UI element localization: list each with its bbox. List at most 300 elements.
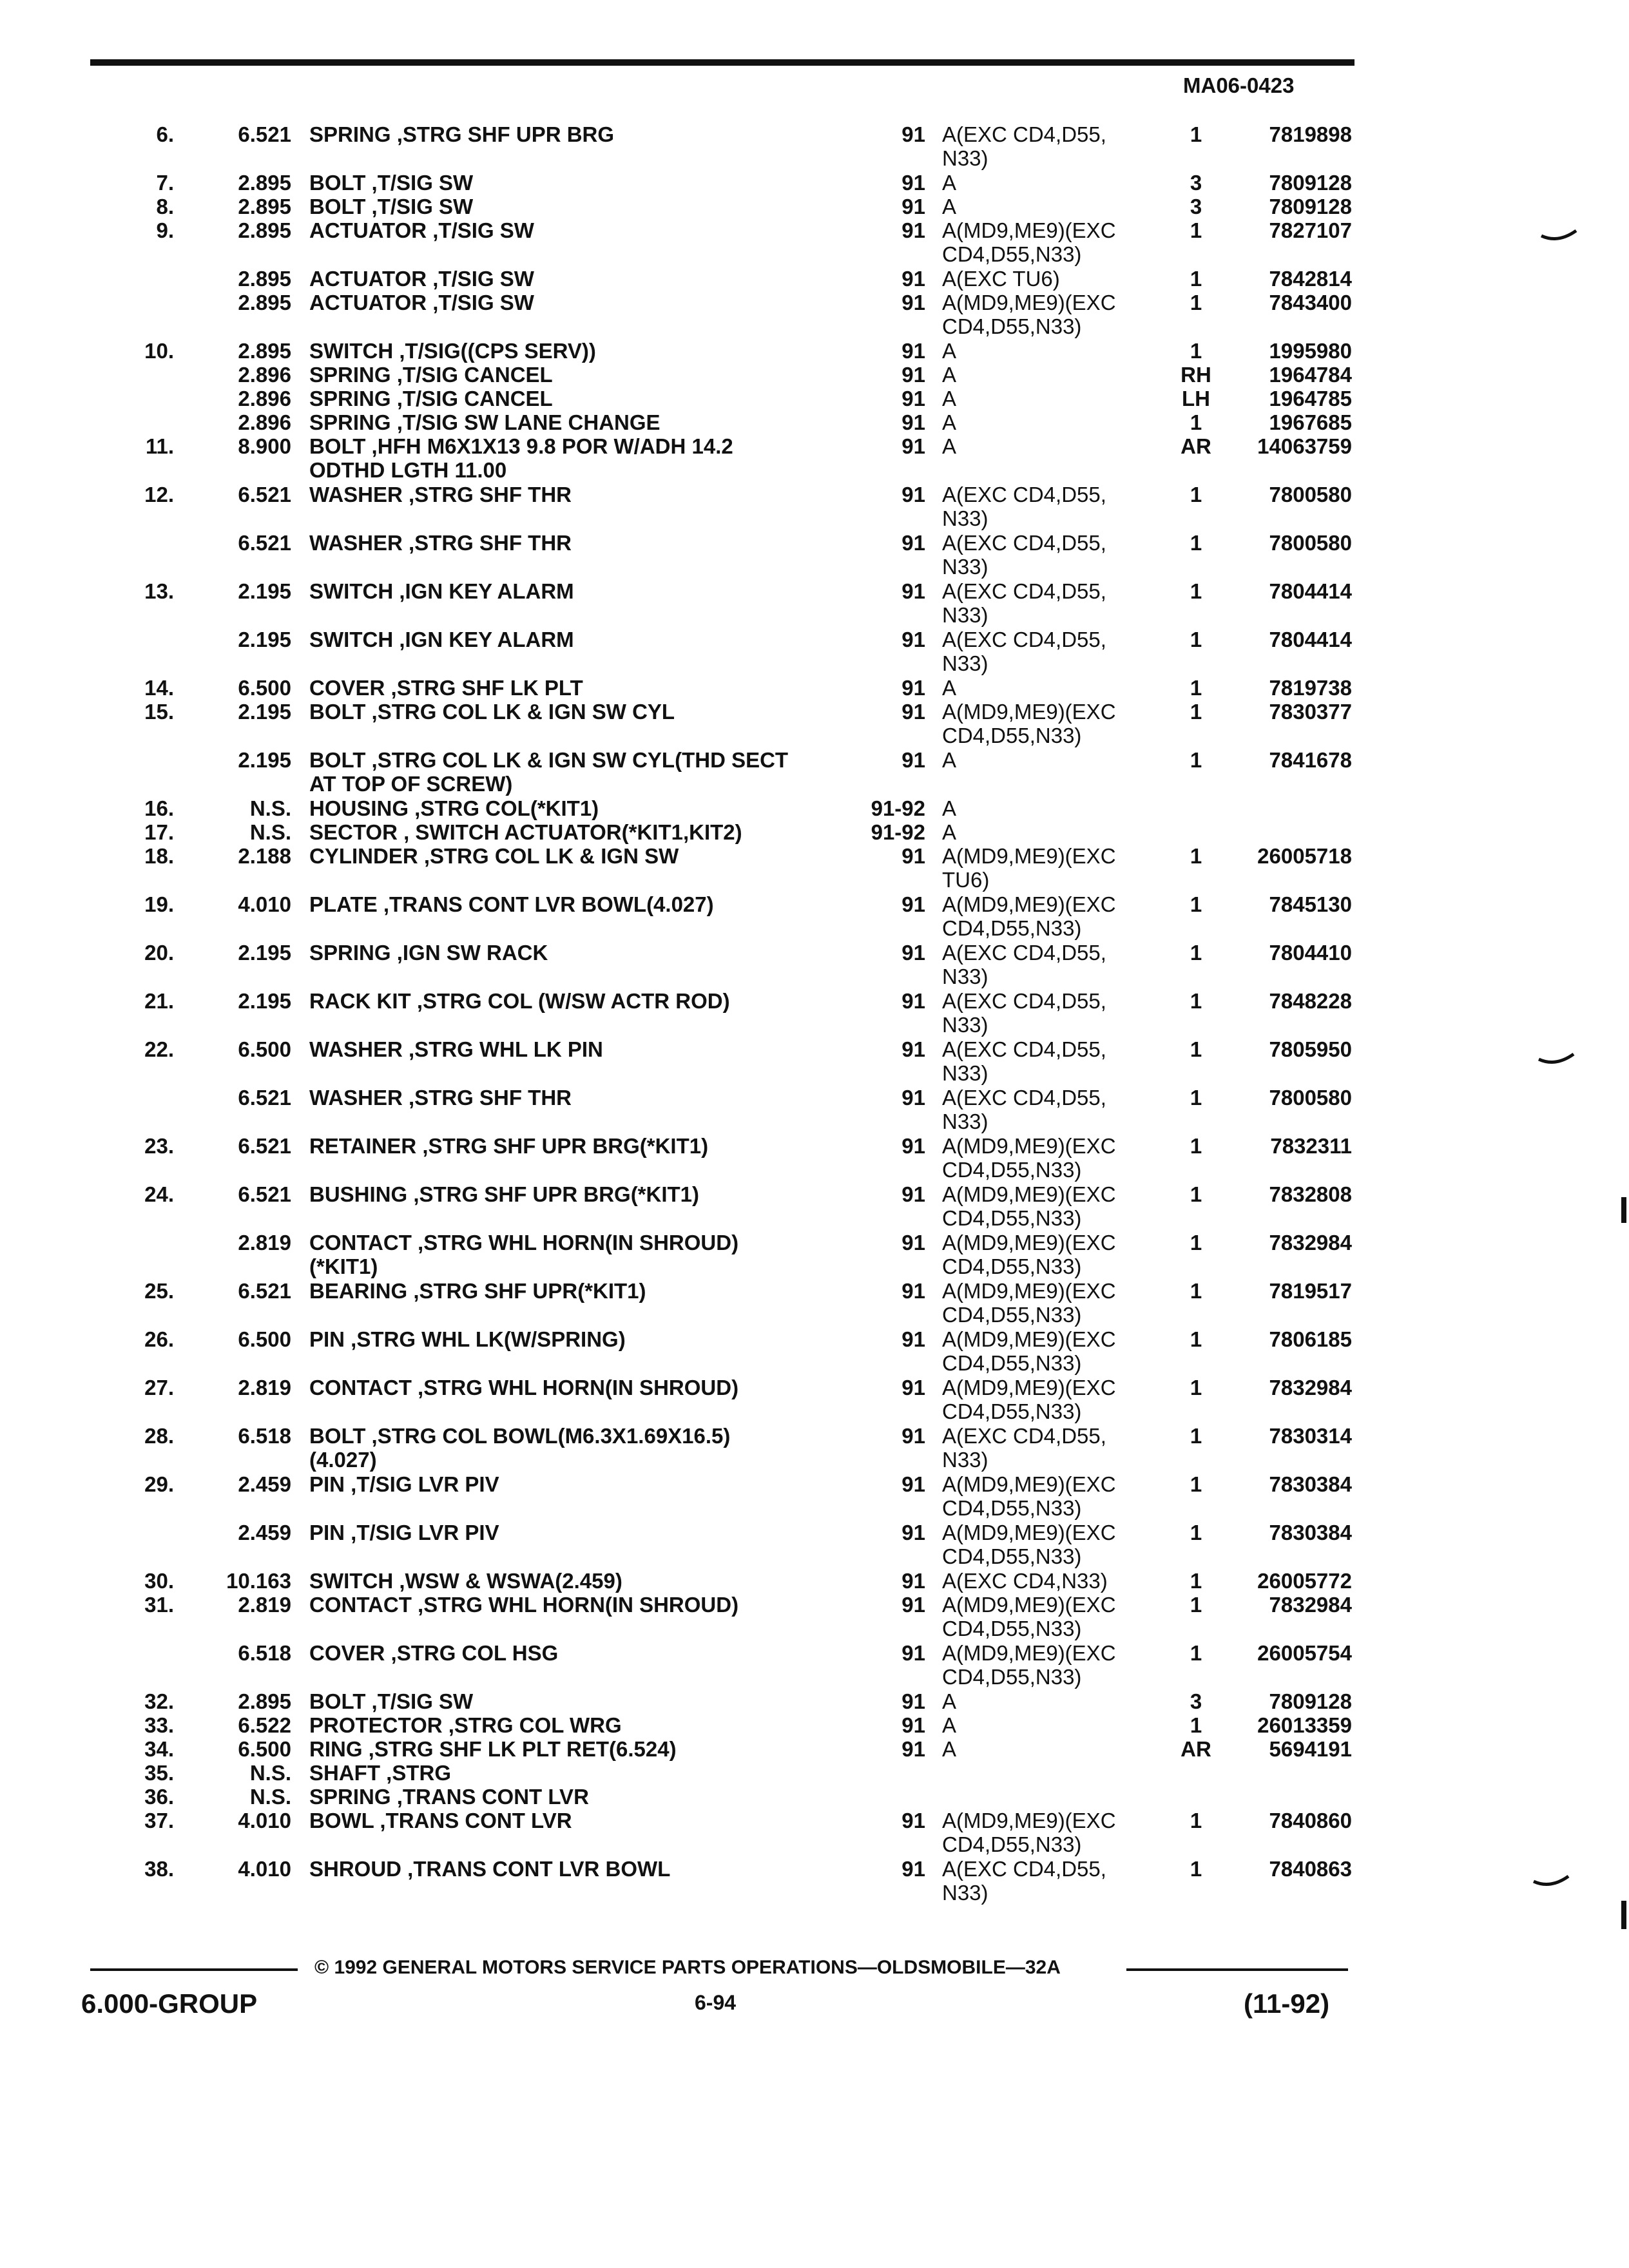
figure-number: 18. [144, 844, 174, 868]
parts-row [0, 628, 1629, 676]
part-description: RETAINER ,STRG SHF UPR BRG(*KIT1) [309, 1134, 709, 1158]
parts-row [0, 1037, 1629, 1086]
part-description: WASHER ,STRG SHF THR [309, 483, 572, 506]
footer-rule-right [1126, 1968, 1348, 1971]
usage-code: A(EXC CD4,D55, N33) [942, 531, 1106, 579]
group-number: 4.010 [238, 1809, 291, 1832]
part-number: 1967685 [1269, 410, 1352, 434]
group-number: N.S. [249, 1761, 291, 1785]
group-number: 6.521 [238, 531, 291, 555]
parts-row [0, 218, 1629, 267]
part-number: 7804410 [1269, 941, 1352, 965]
group-label: 6.000-GROUP [81, 1988, 258, 2019]
quantity: 1 [1190, 1569, 1202, 1593]
figure-number: 37. [144, 1809, 174, 1832]
group-number: N.S. [249, 796, 291, 820]
parts-row [0, 1182, 1629, 1231]
usage-code: A [942, 796, 957, 820]
figure-number: 34. [144, 1737, 174, 1761]
parts-row [0, 579, 1629, 628]
part-number: 7832311 [1270, 1134, 1352, 1158]
quantity: 3 [1190, 171, 1202, 195]
model-year: 91 [901, 1857, 925, 1881]
model-year: 91 [901, 410, 925, 434]
part-description: BOLT ,STRG COL LK & IGN SW CYL(THD SECT AT TOP OF SCREW) [309, 748, 789, 796]
model-year: 91 [901, 1809, 925, 1832]
usage-code: A(MD9,ME9)(EXC CD4,D55,N33) [942, 1809, 1116, 1856]
quantity: 1 [1190, 748, 1202, 772]
usage-code: A [942, 1713, 957, 1737]
model-year: 91 [901, 748, 925, 772]
part-description: SECTOR , SWITCH ACTUATOR(*KIT1,KIT2) [309, 820, 742, 844]
part-number: 7841678 [1269, 748, 1352, 772]
group-number: N.S. [249, 820, 291, 844]
quantity: 1 [1190, 1327, 1202, 1351]
usage-code: A(EXC CD4,D55, N33) [942, 1857, 1106, 1905]
group-number: 2.195 [238, 700, 291, 724]
figure-number: 15. [144, 700, 174, 724]
model-year: 91 [901, 579, 925, 603]
margin-mark-1 [1540, 227, 1579, 246]
figure-number: 30. [144, 1569, 174, 1593]
group-number: 10.163 [226, 1569, 291, 1593]
group-number: 6.518 [238, 1641, 291, 1665]
part-number: 7806185 [1269, 1327, 1352, 1351]
quantity: 3 [1190, 195, 1202, 218]
model-year: 91 [901, 1134, 925, 1158]
parts-row [0, 941, 1629, 989]
usage-code: A(MD9,ME9)(EXC CD4,D55,N33) [942, 1279, 1116, 1327]
parts-row [0, 989, 1629, 1037]
parts-row [0, 1521, 1629, 1569]
figure-number: 24. [144, 1182, 174, 1206]
group-number: 2.895 [238, 1689, 291, 1713]
group-number: 2.195 [238, 941, 291, 965]
part-number: 7804414 [1269, 579, 1352, 603]
part-number: 7830384 [1269, 1521, 1352, 1544]
model-year: 91 [901, 195, 925, 218]
figure-number: 33. [144, 1713, 174, 1737]
group-number: 2.195 [238, 748, 291, 772]
part-description: PIN ,STRG WHL LK(W/SPRING) [309, 1327, 626, 1351]
figure-number: 26. [144, 1327, 174, 1351]
quantity: 1 [1190, 410, 1202, 434]
model-year: 91 [901, 291, 925, 314]
part-number: 7800580 [1269, 531, 1352, 555]
figure-number: 16. [144, 796, 174, 820]
usage-code: A(EXC CD4,D55, N33) [942, 122, 1106, 170]
part-number: 7804414 [1269, 628, 1352, 651]
model-year: 91 [901, 941, 925, 965]
part-description: PROTECTOR ,STRG COL WRG [309, 1713, 622, 1737]
group-number: 8.900 [238, 434, 291, 458]
part-number: 1964785 [1269, 387, 1352, 410]
quantity: 1 [1190, 1376, 1202, 1399]
top-rule [90, 59, 1354, 66]
model-year: 91 [901, 218, 925, 242]
part-description: HOUSING ,STRG COL(*KIT1) [309, 796, 599, 820]
figure-number: 21. [144, 989, 174, 1013]
quantity: 1 [1190, 1231, 1202, 1254]
parts-row [0, 1086, 1629, 1134]
group-number: 2.896 [238, 363, 291, 387]
figure-number: 14. [144, 676, 174, 700]
part-description: ACTUATOR ,T/SIG SW [309, 218, 534, 242]
figure-number: 32. [144, 1689, 174, 1713]
usage-code: A [942, 171, 957, 195]
part-description: ACTUATOR ,T/SIG SW [309, 291, 534, 314]
part-number: 1964784 [1269, 363, 1352, 387]
group-number: 2.895 [238, 339, 291, 363]
parts-row [0, 410, 1629, 434]
model-year: 91 [901, 1569, 925, 1593]
footer-rule-left [90, 1968, 298, 1971]
quantity: 1 [1190, 892, 1202, 916]
usage-code: A(MD9,ME9)(EXC CD4,D55,N33) [942, 1134, 1116, 1182]
group-number: 2.895 [238, 267, 291, 291]
margin-mark-2 [1537, 1050, 1576, 1070]
part-number: 7809128 [1269, 1689, 1352, 1713]
model-year: 91 [901, 1182, 925, 1206]
part-description: BOLT ,STRG COL BOWL(M6.3X1.69X16.5) (4.027) [309, 1424, 731, 1472]
parts-row [0, 1761, 1629, 1785]
part-description: SPRING ,T/SIG SW LANE CHANGE [309, 410, 660, 434]
group-number: 6.500 [238, 1737, 291, 1761]
figure-number: 17. [144, 820, 174, 844]
part-description: SPRING ,T/SIG CANCEL [309, 387, 553, 410]
parts-row [0, 820, 1629, 844]
usage-code: A(EXC CD4,D55, N33) [942, 628, 1106, 675]
part-number: 7843400 [1269, 291, 1352, 314]
usage-code: A(MD9,ME9)(EXC CD4,D55,N33) [942, 1376, 1116, 1423]
page-number: 6-94 [695, 1991, 737, 2014]
quantity: RH [1181, 363, 1211, 387]
usage-code: A(MD9,ME9)(EXC CD4,D55,N33) [942, 291, 1116, 338]
usage-code: A(MD9,ME9)(EXC CD4,D55,N33) [942, 892, 1116, 940]
parts-row [0, 1641, 1629, 1689]
part-description: CONTACT ,STRG WHL HORN(IN SHROUD) [309, 1593, 739, 1617]
usage-code: A(EXC TU6) [942, 267, 1060, 291]
model-year: 91 [901, 1713, 925, 1737]
quantity: 1 [1190, 700, 1202, 724]
group-number: 2.459 [238, 1472, 291, 1496]
usage-code: A [942, 363, 957, 387]
group-number: 6.521 [238, 483, 291, 506]
figure-number: 27. [144, 1376, 174, 1399]
quantity: 1 [1190, 1086, 1202, 1110]
figure-number: 7. [156, 171, 174, 195]
model-year: 91-92 [871, 820, 925, 844]
parts-row [0, 1327, 1629, 1376]
part-description: BUSHING ,STRG SHF UPR BRG(*KIT1) [309, 1182, 700, 1206]
part-number: 7819738 [1269, 676, 1352, 700]
parts-row [0, 1689, 1629, 1713]
part-description: SWITCH ,WSW & WSWA(2.459) [309, 1569, 622, 1593]
parts-row [0, 267, 1629, 291]
parts-row [0, 844, 1629, 892]
figure-number: 31. [144, 1593, 174, 1617]
group-number: 6.522 [238, 1713, 291, 1737]
part-description: BEARING ,STRG SHF UPR(*KIT1) [309, 1279, 646, 1303]
part-description: SPRING ,TRANS CONT LVR [309, 1785, 589, 1809]
part-description: WASHER ,STRG SHF THR [309, 531, 572, 555]
group-number: 6.521 [238, 1134, 291, 1158]
parts-row [0, 1785, 1629, 1809]
quantity: 1 [1190, 122, 1202, 146]
usage-code: A [942, 410, 957, 434]
part-number: 7805950 [1269, 1037, 1352, 1061]
figure-number: 13. [144, 579, 174, 603]
part-number: 26005772 [1257, 1569, 1352, 1593]
usage-code: A(MD9,ME9)(EXC CD4,D55,N33) [942, 1327, 1116, 1375]
part-description: CONTACT ,STRG WHL HORN(IN SHROUD) (*KIT1) [309, 1231, 739, 1278]
part-number: 7832984 [1269, 1376, 1352, 1399]
parts-row [0, 531, 1629, 579]
figure-number: 23. [144, 1134, 174, 1158]
model-year: 91 [901, 1641, 925, 1665]
model-year: 91 [901, 267, 925, 291]
part-number: 7842814 [1269, 267, 1352, 291]
part-description: WASHER ,STRG SHF THR [309, 1086, 572, 1110]
document-id: MA06-0423 [1183, 73, 1295, 97]
group-number: 4.010 [238, 1857, 291, 1881]
parts-row [0, 1809, 1629, 1857]
usage-code: A [942, 1689, 957, 1713]
group-number: 6.521 [238, 1086, 291, 1110]
part-number: 7840863 [1269, 1857, 1352, 1881]
parts-row [0, 1134, 1629, 1182]
model-year: 91 [901, 892, 925, 916]
parts-row [0, 1472, 1629, 1521]
group-number: 2.459 [238, 1521, 291, 1544]
quantity: 1 [1190, 291, 1202, 314]
usage-code: A(EXC CD4,D55, N33) [942, 941, 1106, 988]
part-description: RACK KIT ,STRG COL (W/SW ACTR ROD) [309, 989, 730, 1013]
part-description: COVER ,STRG SHF LK PLT [309, 676, 583, 700]
parts-row [0, 748, 1629, 796]
group-number: 6.521 [238, 122, 291, 146]
model-year: 91 [901, 989, 925, 1013]
usage-code: A(MD9,ME9)(EXC TU6) [942, 844, 1116, 892]
parts-row [0, 291, 1629, 339]
usage-code: A [942, 1737, 957, 1761]
model-year: 91 [901, 387, 925, 410]
figure-number: 29. [144, 1472, 174, 1496]
part-number: 26005754 [1257, 1641, 1352, 1665]
part-description: PLATE ,TRANS CONT LVR BOWL(4.027) [309, 892, 714, 916]
parts-row [0, 195, 1629, 218]
figure-number: 11. [145, 434, 174, 458]
model-year: 91 [901, 1472, 925, 1496]
quantity: 1 [1190, 1279, 1202, 1303]
usage-code: A(EXC CD4,D55, N33) [942, 483, 1106, 530]
quantity: 1 [1190, 1037, 1202, 1061]
quantity: 1 [1190, 579, 1202, 603]
figure-number: 38. [144, 1857, 174, 1881]
usage-code: A(EXC CD4,D55, N33) [942, 1037, 1106, 1085]
usage-code: A(MD9,ME9)(EXC CD4,D55,N33) [942, 1231, 1116, 1278]
group-number: 6.500 [238, 676, 291, 700]
usage-code: A(MD9,ME9)(EXC CD4,D55,N33) [942, 1641, 1116, 1689]
usage-code: A [942, 434, 957, 458]
parts-row [0, 1737, 1629, 1761]
figure-number: 20. [144, 941, 174, 965]
part-number: 7830314 [1269, 1424, 1352, 1448]
quantity: 3 [1190, 1689, 1202, 1713]
usage-code: A(MD9,ME9)(EXC CD4,D55,N33) [942, 1472, 1116, 1520]
parts-row [0, 892, 1629, 941]
parts-row [0, 700, 1629, 748]
group-number: 2.895 [238, 171, 291, 195]
part-description: CYLINDER ,STRG COL LK & IGN SW [309, 844, 679, 868]
quantity: 1 [1190, 1472, 1202, 1496]
group-number: 2.195 [238, 628, 291, 651]
copyright-line: © 1992 GENERAL MOTORS SERVICE PARTS OPERATIONS—OLDSMOBILE—32A [314, 1957, 1061, 1978]
figure-number: 36. [144, 1785, 174, 1809]
group-number: 6.521 [238, 1182, 291, 1206]
part-number: 1995980 [1269, 339, 1352, 363]
quantity: 1 [1190, 628, 1202, 651]
model-year: 91 [901, 339, 925, 363]
model-year: 91 [901, 1327, 925, 1351]
usage-code: A(MD9,ME9)(EXC CD4,D55,N33) [942, 1521, 1116, 1568]
group-number: 6.518 [238, 1424, 291, 1448]
usage-code: A [942, 676, 957, 700]
model-year: 91 [901, 700, 925, 724]
quantity: 1 [1190, 1424, 1202, 1448]
part-description: CONTACT ,STRG WHL HORN(IN SHROUD) [309, 1376, 739, 1399]
figure-number: 8. [156, 195, 174, 218]
part-description: BOLT ,T/SIG SW [309, 171, 474, 195]
quantity: 1 [1190, 1713, 1202, 1737]
part-number: 7819898 [1269, 122, 1352, 146]
part-number: 7827107 [1269, 218, 1352, 242]
group-number: 2.896 [238, 387, 291, 410]
usage-code: A(EXC CD4,D55, N33) [942, 579, 1106, 627]
group-number: 2.819 [238, 1593, 291, 1617]
figure-number: 9. [156, 218, 174, 242]
part-number: 7800580 [1269, 1086, 1352, 1110]
model-year: 91 [901, 1737, 925, 1761]
group-number: 4.010 [238, 892, 291, 916]
usage-code: A(MD9,ME9)(EXC CD4,D55,N33) [942, 218, 1116, 266]
usage-code: A(EXC CD4,D55, N33) [942, 1086, 1106, 1133]
quantity: 1 [1190, 218, 1202, 242]
model-year: 91 [901, 628, 925, 651]
usage-code: A [942, 195, 957, 218]
parts-row [0, 363, 1629, 387]
usage-code: A(MD9,ME9)(EXC CD4,D55,N33) [942, 1182, 1116, 1230]
parts-row [0, 387, 1629, 410]
part-description: PIN ,T/SIG LVR PIV [309, 1472, 499, 1496]
part-description: BOLT ,T/SIG SW [309, 195, 474, 218]
group-number: 2.819 [238, 1231, 291, 1254]
quantity: LH [1182, 387, 1210, 410]
figure-number: 22. [144, 1037, 174, 1061]
parts-row [0, 1857, 1629, 1905]
part-number: 7845130 [1269, 892, 1352, 916]
quantity: 1 [1190, 676, 1202, 700]
part-description: BOWL ,TRANS CONT LVR [309, 1809, 572, 1832]
parts-row [0, 1593, 1629, 1641]
quantity: 1 [1190, 531, 1202, 555]
part-description: BOLT ,T/SIG SW [309, 1689, 474, 1713]
group-number: 6.521 [238, 1279, 291, 1303]
model-year: 91 [901, 1376, 925, 1399]
part-number: 7819517 [1269, 1279, 1352, 1303]
quantity: 1 [1190, 1134, 1202, 1158]
part-description: RING ,STRG SHF LK PLT RET(6.524) [309, 1737, 677, 1761]
part-number: 7830377 [1269, 700, 1352, 724]
parts-row [0, 1569, 1629, 1593]
group-number: 2.188 [238, 844, 291, 868]
part-description: WASHER ,STRG WHL LK PIN [309, 1037, 603, 1061]
group-number: 2.895 [238, 218, 291, 242]
parts-row [0, 483, 1629, 531]
model-year: 91 [901, 1279, 925, 1303]
margin-bar-1 [1621, 1197, 1626, 1223]
figure-number: 28. [144, 1424, 174, 1448]
usage-code: A(EXC CD4,D55, N33) [942, 1424, 1106, 1472]
part-number: 7809128 [1269, 195, 1352, 218]
part-number: 14063759 [1257, 434, 1352, 458]
parts-row [0, 1279, 1629, 1327]
usage-code: A(EXC CD4,D55, N33) [942, 989, 1106, 1037]
parts-row [0, 171, 1629, 195]
quantity: AR [1181, 1737, 1211, 1761]
figure-number: 35. [144, 1761, 174, 1785]
group-number: 2.819 [238, 1376, 291, 1399]
parts-row [0, 339, 1629, 363]
model-year: 91 [901, 363, 925, 387]
margin-mark-3 [1532, 1872, 1571, 1892]
quantity: 1 [1190, 339, 1202, 363]
parts-row [0, 676, 1629, 700]
figure-number: 6. [156, 122, 174, 146]
part-number: 7840860 [1269, 1809, 1352, 1832]
parts-row [0, 122, 1629, 171]
quantity: 1 [1190, 483, 1202, 506]
model-year: 91 [901, 844, 925, 868]
group-number: 6.500 [238, 1327, 291, 1351]
part-number: 7832984 [1269, 1231, 1352, 1254]
quantity: 1 [1190, 1182, 1202, 1206]
usage-code: A [942, 387, 957, 410]
figure-number: 10. [144, 339, 174, 363]
quantity: 1 [1190, 1521, 1202, 1544]
model-year: 91 [901, 1086, 925, 1110]
model-year: 91 [901, 1689, 925, 1713]
part-description: SHROUD ,TRANS CONT LVR BOWL [309, 1857, 671, 1881]
usage-code: A [942, 748, 957, 772]
model-year: 91 [901, 1424, 925, 1448]
part-description: ACTUATOR ,T/SIG SW [309, 267, 534, 291]
part-number: 5694191 [1269, 1737, 1352, 1761]
group-number: 2.896 [238, 410, 291, 434]
figure-number: 12. [144, 483, 174, 506]
part-description: BOLT ,HFH M6X1X13 9.8 POR W/ADH 14.2 ODTHD LGTH 11.00 [309, 434, 733, 482]
part-description: PIN ,T/SIG LVR PIV [309, 1521, 499, 1544]
quantity: 1 [1190, 1593, 1202, 1617]
usage-code: A(MD9,ME9)(EXC CD4,D55,N33) [942, 1593, 1116, 1640]
part-number: 7809128 [1269, 171, 1352, 195]
quantity: 1 [1190, 267, 1202, 291]
quantity: 1 [1190, 1641, 1202, 1665]
part-number: 7800580 [1269, 483, 1352, 506]
quantity: 1 [1190, 941, 1202, 965]
parts-list [0, 122, 1629, 1905]
quantity: 1 [1190, 1809, 1202, 1832]
